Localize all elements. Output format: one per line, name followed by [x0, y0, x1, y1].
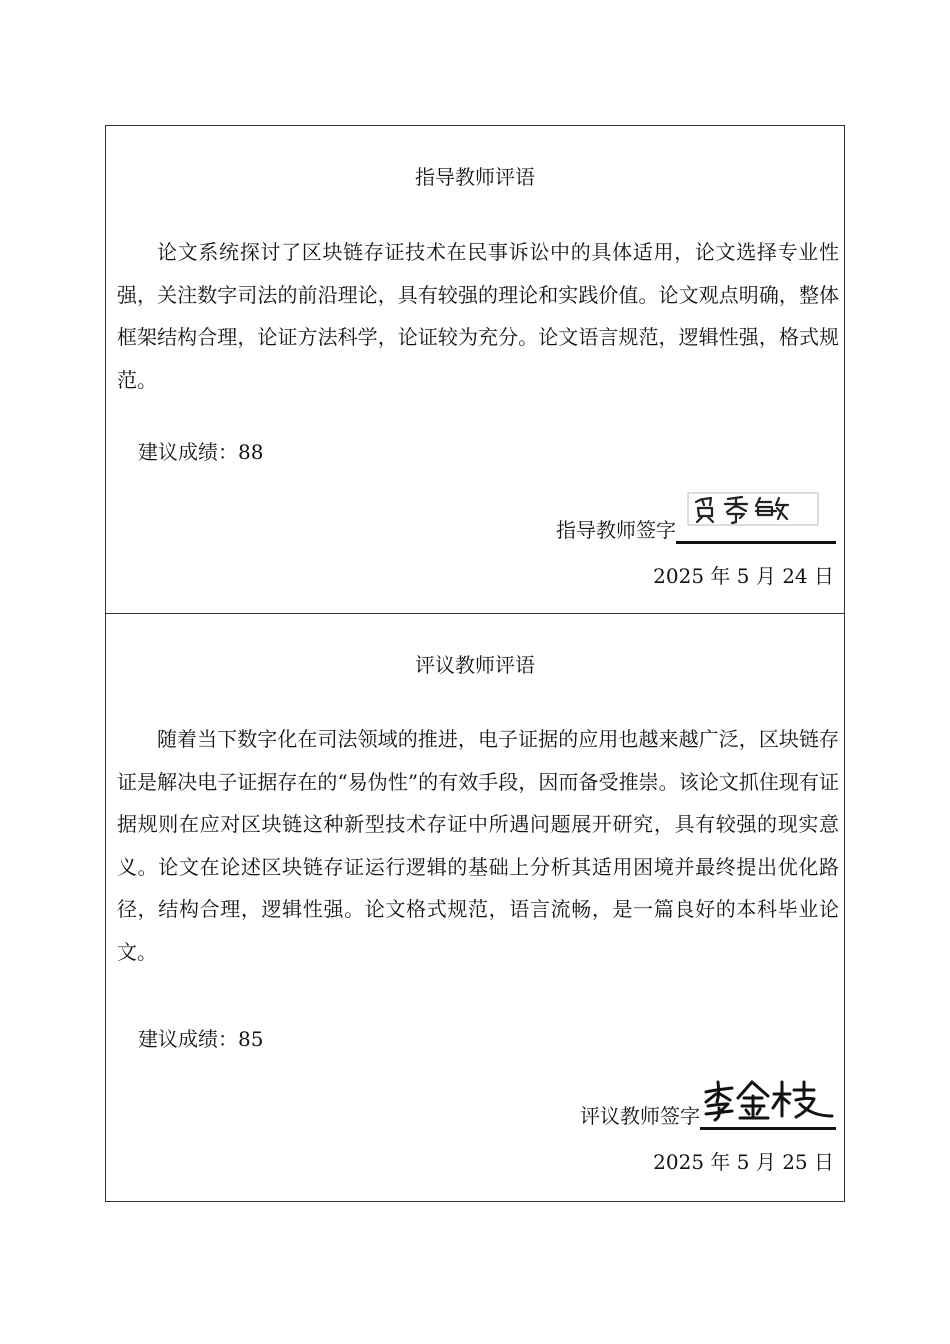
reviewer-signature-line [700, 1074, 836, 1130]
reviewer-comment-section [106, 614, 844, 1201]
advisor-date: 2025 年 5 月 24 日 [653, 564, 834, 588]
advisor-signature-label: 指导教师签字 [556, 518, 676, 542]
advisor-comment-section [106, 126, 844, 614]
advisor-signature-row [556, 488, 836, 544]
reviewer-section-title: 评议教师评语 [415, 653, 535, 677]
reviewer-date: 2025 年 5 月 25 日 [653, 1150, 834, 1174]
reviewer-signature-label: 评议教师签字 [580, 1104, 700, 1128]
advisor-comment-text: 论文系统探讨了区块链存证技术在民事诉讼中的具体适用，论文选择专业性强，关注数字司法的前沿理论，具有较强的理论和实践价值。论文观点明确，整体框架结构合理，论证方法科学，论证较为充分。论文语言规范，逻辑性强，格式规范。 [117, 240, 839, 392]
reviewer-signature-row [580, 1074, 836, 1130]
advisor-suggested-grade: 建议成绩：88 [138, 440, 264, 464]
review-form-table [105, 125, 845, 1202]
advisor-section-title: 指导教师评语 [415, 165, 535, 189]
advisor-signature-image [676, 488, 836, 542]
advisor-signature-line [676, 488, 836, 544]
reviewer-suggested-grade: 建议成绩：85 [138, 1027, 264, 1051]
reviewer-comment-text: 随着当下数字化在司法领域的推进，电子证据的应用也越来越广泛，区块链存证是解决电子证据存在的“易伪性”的有效手段，因而备受推崇。该论文抓住现有证据规则在应对区块链这种新型技术存证中所遇问题展开研究，具有较强的现实意义。论文在论述区块链存证运行逻辑的基础上分析其适用困境并最终提出优化路径，结构合理，逻辑性强。论文格式规范，语言流畅，是一篇良好的本科毕业论文。 [117, 727, 839, 964]
reviewer-signature-image [700, 1074, 836, 1128]
